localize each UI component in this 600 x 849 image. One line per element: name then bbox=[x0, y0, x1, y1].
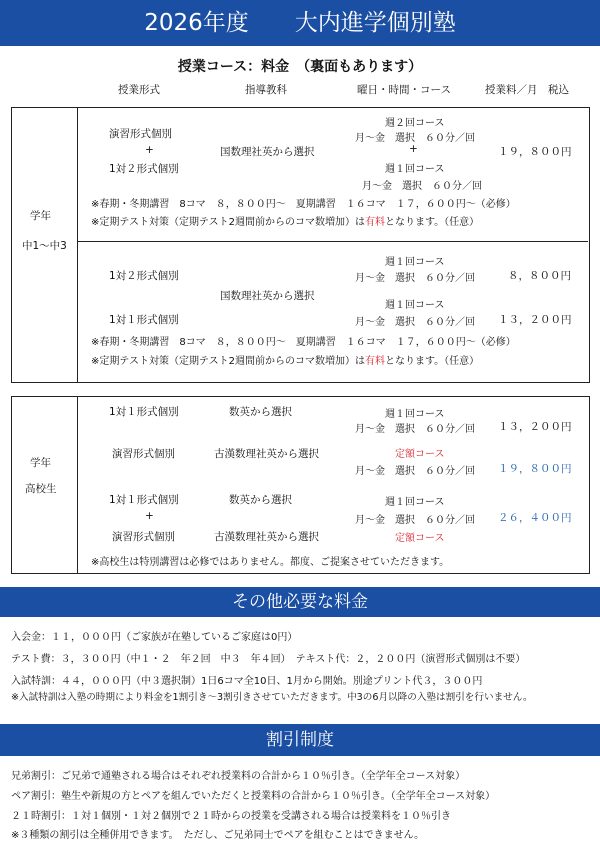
high-r3-course: 週１回コース bbox=[385, 497, 445, 508]
high-r1-detail: 月～金 選択 ６０分／回 bbox=[355, 424, 475, 435]
junior-b1-fee: １９，８００円 bbox=[498, 146, 572, 158]
high-r1-format: 1対１形式個別 bbox=[109, 406, 179, 418]
junior-b2-course1: 週１回コース bbox=[385, 257, 445, 268]
other-fees-heading: その他必要な料金 bbox=[0, 587, 600, 617]
junior-b2-course2: 週１回コース bbox=[385, 300, 445, 311]
high-r2-subjects: 古漢数理社英から選択 bbox=[214, 448, 319, 460]
other-fees-line1: 入会金：１１，０００円（ご家族が在塾しているご家庭は0円） bbox=[11, 632, 298, 643]
junior-b2-format-b: 1対１形式個別 bbox=[109, 314, 179, 326]
junior-b1-course1-detail: 月～金 選択 ６０分／回 bbox=[355, 133, 475, 144]
col-header-fee: 授業料／月 税込 bbox=[485, 84, 569, 96]
other-fees-line2: テスト費：３，３００円（中１・２ 年２回 中３ 年４回） テキスト代：２，２００円（演習形式個別は不要） bbox=[11, 654, 526, 665]
junior-b1-subjects: 国数理社英から選択 bbox=[220, 146, 315, 158]
junior-b2-fee2: １３，２００円 bbox=[498, 314, 572, 326]
high-note: ※高校生は特別講習は必修ではありません。都度、ご提案させていただきます。 bbox=[91, 557, 450, 568]
subtitle: 授業コース：料金 （裏面もあります） bbox=[177, 59, 423, 75]
high-r3-subjects-b: 古漢数理社英から選択 bbox=[214, 531, 319, 543]
high-r3-detail: 月～金 選択 ６０分／回 bbox=[355, 515, 475, 526]
col-header-schedule: 曜日・時間・コース bbox=[357, 84, 451, 96]
junior-b2-fee1: ８，８００円 bbox=[508, 270, 571, 282]
junior-grade-label: 学年 bbox=[30, 210, 51, 222]
junior-grade-range: 中1～中3 bbox=[22, 240, 67, 252]
high-r1-subjects: 数英から選択 bbox=[229, 406, 292, 418]
other-fees-line4: ※入試特訓は入塾の時期により料金を1割引き～3割引きさせていただきます。中3の6月以降の入塾は割引を行いません。 bbox=[11, 692, 533, 703]
high-r3-subjects-a: 数英から選択 bbox=[229, 494, 292, 506]
junior-b1-note1: ※春期・冬期講習 8コマ ８，８００円～ 夏期講習 １６コマ １７，６００円～（必修） bbox=[91, 199, 516, 210]
junior-b1-plus2: + bbox=[409, 143, 418, 155]
discounts-heading: 割引制度 bbox=[0, 724, 600, 756]
high-r3-plus: + bbox=[145, 510, 154, 522]
junior-b1-course1: 週２回コース bbox=[385, 118, 445, 129]
high-r3-format-b: 演習形式個別 bbox=[112, 531, 175, 543]
discount-line1: 兄弟割引：ご兄弟で通塾される場合はそれぞれ授業料の合計から１０％引き。（全学年全コース対象） bbox=[11, 771, 466, 782]
high-r2-fee: １９，８００円 bbox=[498, 463, 572, 475]
page-title: 2026年度 大内進学個別塾 bbox=[0, 0, 600, 46]
high-r2-course: 定額コース bbox=[395, 449, 445, 460]
other-fees-line3: 入試特訓：４４，０００円（中３選択制）1日6コマ全10日、1月から開始。別途プリント代３，３００円 bbox=[11, 676, 483, 687]
junior-b1-format-a: 演習形式個別 bbox=[109, 128, 172, 140]
junior-b1-plus: + bbox=[145, 144, 154, 156]
junior-b2-note2: ※定期テスト対策（定期テスト2週間前からのコマ数増加）は有料となります。（任意） bbox=[91, 356, 480, 367]
high-grade-label: 学年 bbox=[30, 457, 51, 469]
junior-b2-course2-detail: 月～金 選択 ６０分／回 bbox=[355, 317, 475, 328]
high-r3-course2: 定額コース bbox=[395, 533, 445, 544]
junior-b1-note2: ※定期テスト対策（定期テスト2週間前からのコマ数増加）は有料となります。（任意） bbox=[91, 217, 480, 228]
high-r3-fee: ２６，４００円 bbox=[498, 512, 572, 524]
junior-b2-format-a: 1対２形式個別 bbox=[109, 270, 179, 282]
discount-line3: ２１時割引：１対１個別・１対２個別で２１時からの授業を受講される場合は授業料を１０％引き bbox=[11, 811, 451, 822]
discount-line2: ペア割引：塾生や新規の方とペアを組んでいただくと授業料の合計から１０％引き。（全学年全コース対象） bbox=[11, 791, 496, 802]
junior-b2-note1: ※春期・冬期講習 8コマ ８，８００円～ 夏期講習 １６コマ １７，６００円～（必修） bbox=[91, 337, 516, 348]
junior-b1-course2: 週１回コース bbox=[385, 164, 445, 175]
junior-b2-subjects: 国数理社英から選択 bbox=[220, 290, 315, 302]
col-header-format: 授業形式 bbox=[118, 84, 160, 96]
high-r1-fee: １３，２００円 bbox=[498, 421, 572, 433]
discount-line4: ※３種類の割引は全種併用できます。 ただし、ご兄弟同士でペアを組むことはできません。 bbox=[11, 830, 425, 841]
high-r3-format-a: 1対１形式個別 bbox=[109, 494, 179, 506]
high-r1-course: 週１回コース bbox=[385, 409, 445, 420]
high-grade-range: 高校生 bbox=[25, 483, 57, 495]
junior-b2-course1-detail: 月～金 選択 ６０分／回 bbox=[355, 273, 475, 284]
high-r2-detail: 月～金 選択 ６０分／回 bbox=[355, 466, 475, 477]
junior-b1-course2-detail: 月～金 選択 ６０分／回 bbox=[362, 181, 482, 192]
junior-b1-format-b: 1対２形式個別 bbox=[109, 163, 179, 175]
col-header-subjects: 指導教科 bbox=[245, 84, 287, 96]
high-r2-format: 演習形式個別 bbox=[112, 448, 175, 460]
